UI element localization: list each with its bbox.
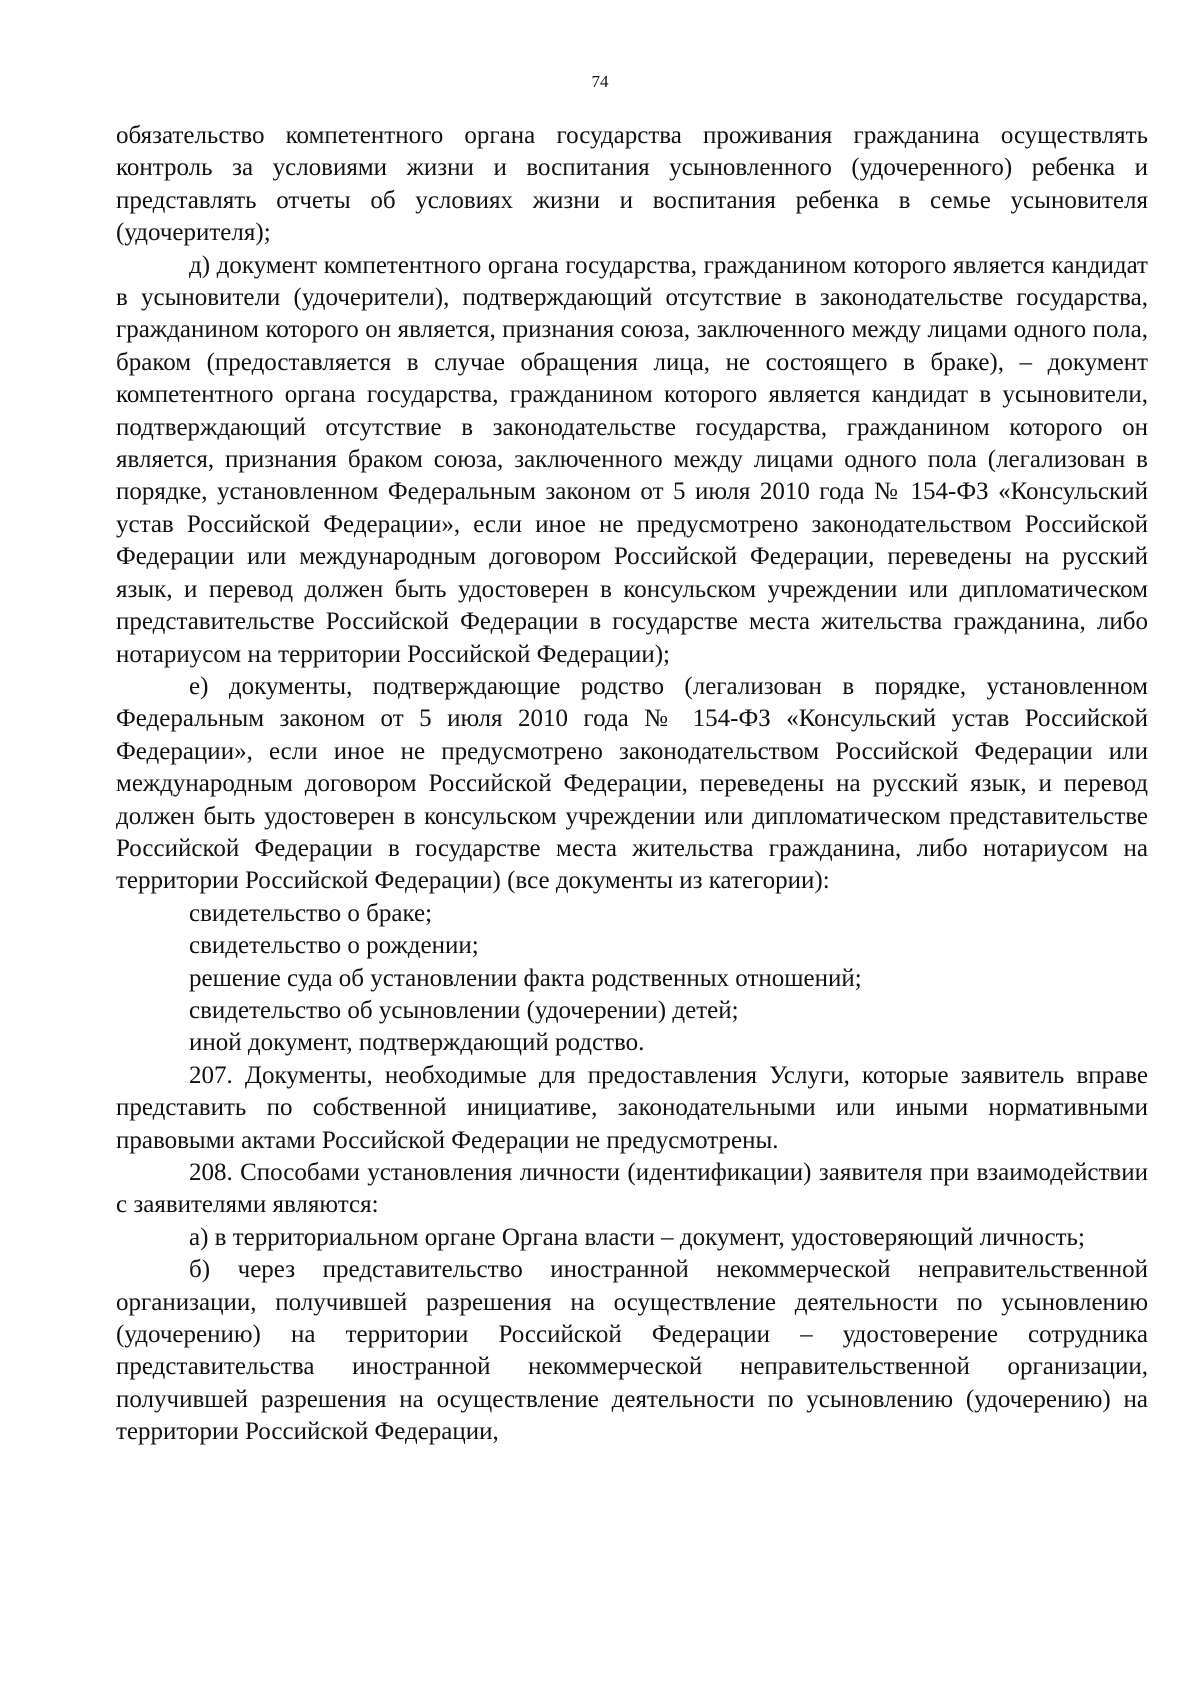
paragraph-item-a: а) в территориальном органе Органа власти – документ, удостоверяющий личность; bbox=[189, 1223, 1085, 1251]
list-item-adoption-certificate: свидетельство об усыновлении (удочерении) детей; bbox=[189, 996, 739, 1024]
paragraph-208: 208. Способами установления личности (идентификации) заявителя при взаимодействии с заявителями являются: bbox=[116, 1159, 1148, 1219]
paragraph-continuation: обязательство компетентного органа государства проживания гражданина осуществлять контроль за условиями жизни и воспитания усыновленного (удочеренного) ребенка и представлять отчеты об условиях жизни и воспитания ребенка в семье усыновителя (удочерителя); bbox=[116, 122, 1148, 247]
list-item-court-decision: решение суда об установлении факта родственных отношений; bbox=[189, 964, 862, 992]
paragraph-item-b: б) через представительство иностранной некоммерческой неправительственной организации, получившей разрешения на осуществление деятельности по усыновлению (удочерению) на территории Российской Федерации – удостоверение сотрудника представительства иностранной некоммерческой неправительственной организации, получившей разрешения на осуществление деятельности по усыновлению (удочерению) на территории Российской Федерации, bbox=[116, 1256, 1148, 1446]
list-item-other-document: иной документ, подтверждающий родство. bbox=[189, 1029, 645, 1057]
list-item-birth-certificate: свидетельство о рождении; bbox=[189, 932, 479, 960]
paragraph-item-d: д) документ компетентного органа государства, гражданином которого является кандидат в усыновители (удочерители), подтверждающий отсутствие в законодательстве государства, гражданином которого он является, признания союза, заключенного между лицами одного пола, браком (предоставляется в случае обращения лица, не состоящего в браке), – документ компетентного органа государства, гражданином которого является кандидат в усыновители, подтверждающий отсутствие в законодательстве государства, гражданином которого он является, признания браком союза, заключенного между лицами одного пола (легализован в порядке, установленном Федеральным законом от 5 июля 2010 года № 154-ФЗ «Консульский устав Российской Федерации», если иное не предусмотрено законодательством Российской Федерации или международным договором Российской Федерации, переведены на русский язык, и перевод должен быть удостоверен в консульском учреждении или дипломатическом представительстве Российской Федерации в государстве места жительства гражданина, либо нотариусом на территории Российской Федерации); bbox=[116, 251, 1148, 668]
page-number: 74 bbox=[591, 72, 609, 91]
document-body bbox=[116, 120, 1148, 1449]
paragraph-item-e: е) документы, подтверждающие родство (легализован в порядке, установленном Федеральным законом от 5 июля 2010 года № 154-ФЗ «Консульский устав Российской Федерации», если иное не предусмотрено законодательством Российской Федерации или международным договором Российской Федерации, переведены на русский язык, и перевод должен быть удостоверен в консульском учреждении или дипломатическом представительстве Российской Федерации в государстве места жительства гражданина, либо нотариусом на территории Российской Федерации) (все документы из категории): bbox=[116, 672, 1148, 895]
list-item-marriage-certificate: свидетельство о браке; bbox=[189, 899, 433, 927]
paragraph-207: 207. Документы, необходимые для предоставления Услуги, которые заявитель вправе представить по собственной инициативе, законодательными или иными нормативными правовыми актами Российской Федерации не предусмотрены. bbox=[116, 1061, 1148, 1154]
